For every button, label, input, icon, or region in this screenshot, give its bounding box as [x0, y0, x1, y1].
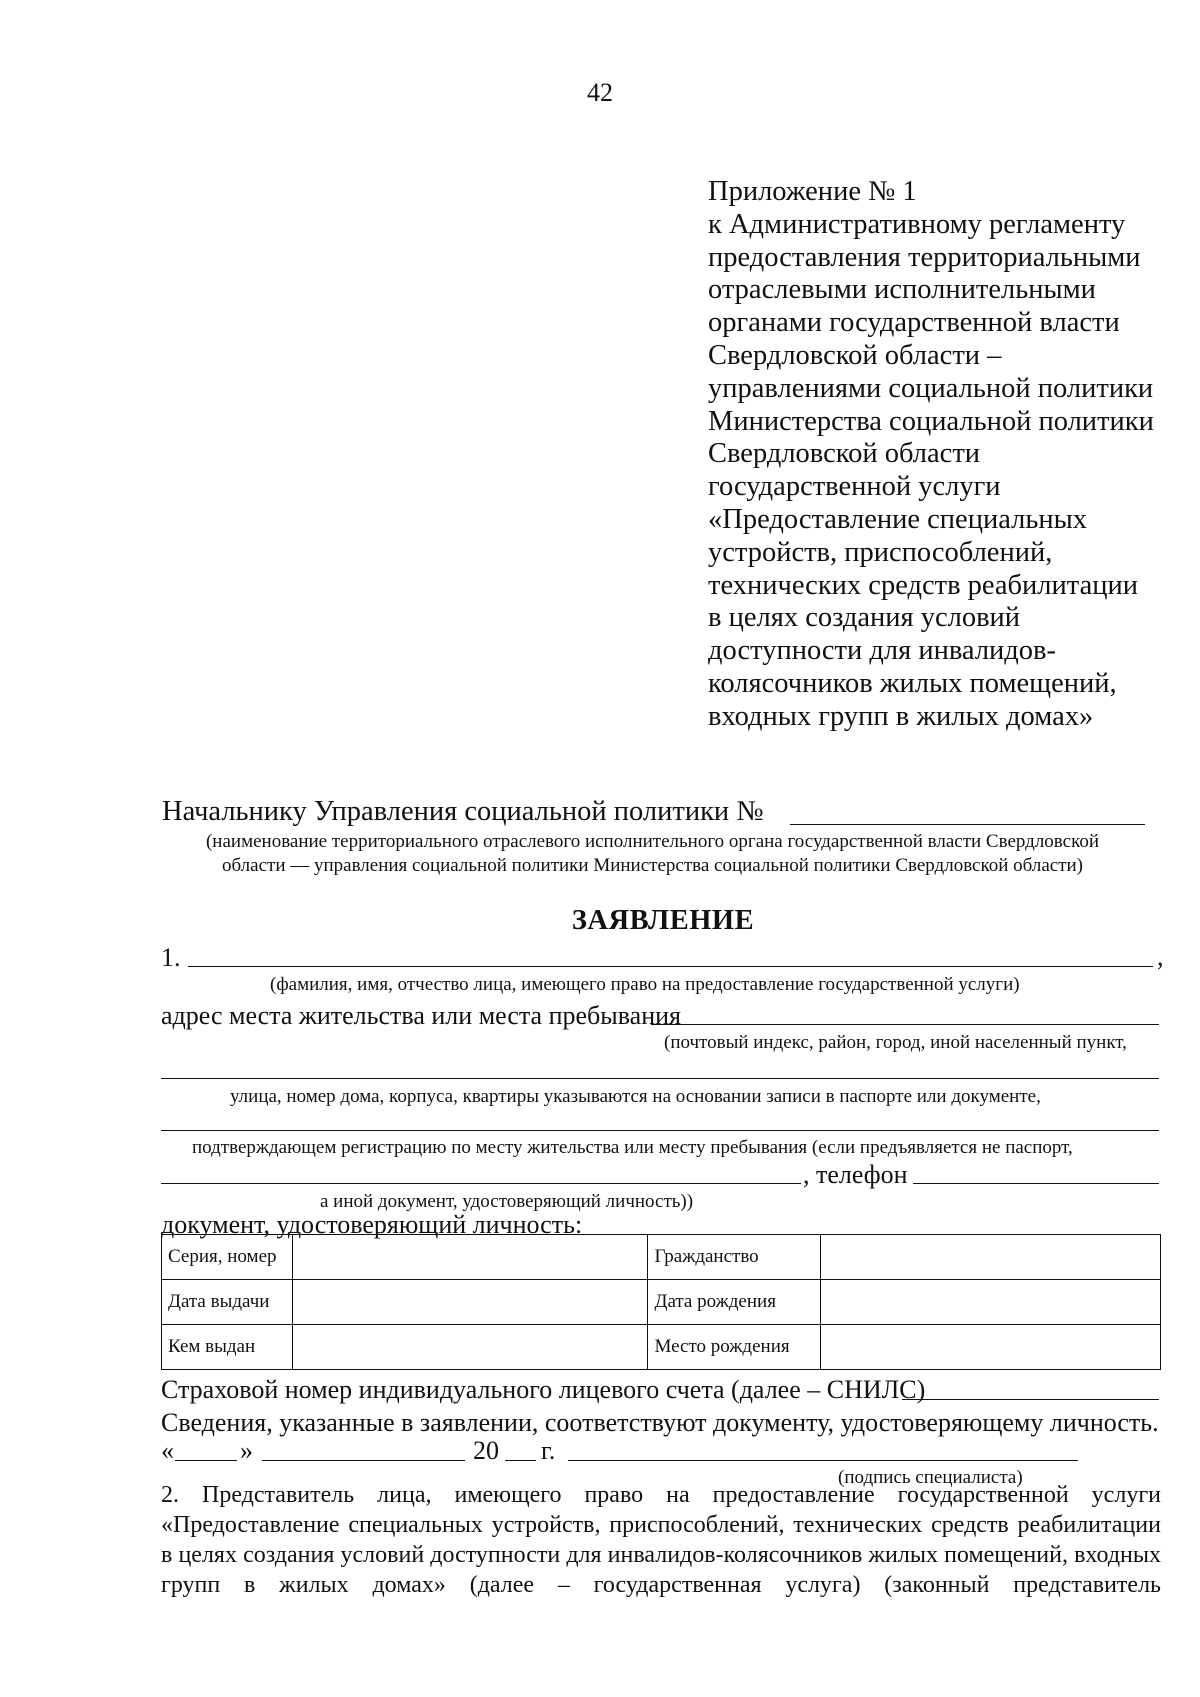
year-suffix: г.	[541, 1436, 556, 1465]
appendix-line: управлениями социальной политики	[708, 372, 1154, 404]
signature-hint: (подпись специалиста)	[838, 1467, 1023, 1488]
address-label: адрес места жительства или места пребывания	[161, 1001, 681, 1030]
table-row	[162, 1325, 1161, 1370]
id-document-label: документ, удостоверяющий личность:	[161, 1210, 583, 1239]
table-cell-label: Дата рождения	[648, 1280, 821, 1325]
appendix-header	[708, 176, 1188, 734]
appendix-line: входных групп в жилых домах»	[708, 700, 1094, 732]
table-row	[162, 1235, 1161, 1280]
section2-paragraph	[161, 1480, 1161, 1600]
month-field[interactable]	[262, 1460, 465, 1461]
address-field-2[interactable]	[161, 1078, 1159, 1079]
appendix-line: к Административному регламенту	[708, 208, 1126, 240]
citizenship-field[interactable]	[821, 1235, 1161, 1280]
appendix-line: государственной услуги	[708, 471, 1001, 503]
table-cell-label: Серия, номер	[162, 1235, 293, 1280]
appendix-line: Свердловской области	[708, 438, 981, 470]
phone-label: , телефон	[803, 1160, 908, 1189]
snils-field[interactable]	[902, 1399, 1159, 1400]
appendix-line: предоставления территориальными	[708, 241, 1141, 273]
table-cell-label: Дата выдачи	[162, 1280, 293, 1325]
document-title: ЗАЯВЛЕНИЕ	[571, 905, 755, 936]
appendix-line: отраслевыми исполнительными	[708, 274, 1096, 306]
appendix-line: органами государственной власти	[708, 307, 1120, 339]
address-hint-1: (почтовый индекс, район, город, иной населенный пункт,	[664, 1032, 1127, 1053]
addressee-label: Начальнику Управления социальной политики №	[162, 796, 764, 827]
date-open-quote: «	[161, 1436, 174, 1465]
year-prefix: 20	[473, 1436, 499, 1465]
appendix-line: устройств, приспособлений,	[708, 536, 1053, 568]
address-hint-4: а иной документ, удостоверяющий личность))	[320, 1191, 694, 1212]
series-number-field[interactable]	[292, 1235, 648, 1280]
addressee-hint-2: области — управления социальной политики Министерства социальной политики Свердловской области)	[221, 855, 1084, 876]
signature-field[interactable]	[568, 1460, 1078, 1461]
table-cell-label: Гражданство	[648, 1235, 821, 1280]
date-close-quote: »	[240, 1436, 253, 1465]
name-hint: (фамилия, имя, отчество лица, имеющего право на предоставление государственной услуги)	[270, 974, 1020, 995]
full-name-field[interactable]	[188, 966, 1153, 967]
appendix-line: Свердловской области –	[708, 339, 1002, 371]
appendix-line: колясочников жилых помещений,	[708, 667, 1117, 699]
birth-date-field[interactable]	[821, 1280, 1161, 1325]
section2-line: «Предоставление специальных устройств, приспособлений, технических средств реабилитации	[161, 1512, 1161, 1538]
table-row	[162, 1280, 1161, 1325]
confirmation-text: Сведения, указанные в заявлении, соответствуют документу, удостоверяющему личность.	[161, 1408, 1159, 1437]
year-field[interactable]	[505, 1460, 536, 1461]
appendix-line: «Предоставление специальных	[708, 503, 1087, 535]
day-field[interactable]	[175, 1460, 237, 1461]
birth-place-field[interactable]	[821, 1325, 1161, 1370]
section2-line: 2. Представитель лица, имеющего право на предоставление государственной услуги	[161, 1482, 1161, 1508]
address-field-1[interactable]	[651, 1024, 1159, 1025]
issue-date-field[interactable]	[292, 1280, 648, 1325]
section1-number: 1.	[161, 943, 181, 972]
appendix-line: в целях создания условий	[708, 602, 1021, 634]
address-hint-2: улица, номер дома, корпуса, квартиры указываются на основании записи в паспорте или документе,	[230, 1086, 1041, 1107]
address-hint-3: подтверждающем регистрацию по месту жительства или месту пребывания (если предъявляется не паспорт,	[192, 1137, 1073, 1158]
id-document-table	[161, 1234, 1161, 1370]
phone-field[interactable]	[913, 1183, 1159, 1184]
snils-label: Страховой номер индивидуального лицевого счета (далее – СНИЛС)	[161, 1375, 926, 1404]
address-field-3[interactable]	[161, 1130, 1159, 1131]
comma: ,	[1157, 942, 1164, 971]
appendix-line: технических средств реабилитации	[708, 569, 1138, 601]
appendix-line: Министерства социальной политики	[708, 405, 1154, 437]
section2-line: в целях создания условий доступности для инвалидов-колясочников жилых помещений, входных	[161, 1542, 1161, 1568]
appendix-line: доступности для инвалидов-	[708, 635, 1056, 667]
appendix-line: Приложение № 1	[708, 176, 917, 207]
table-cell-label: Место рождения	[648, 1325, 821, 1370]
addressee-hint-1: (наименование территориального отраслевого исполнительного органа государственной власти Свердловской	[205, 831, 1100, 852]
addressee-number-field[interactable]	[790, 824, 1145, 825]
table-cell-label: Кем выдан	[162, 1325, 293, 1370]
address-field-4[interactable]	[161, 1183, 801, 1184]
issued-by-field[interactable]	[292, 1325, 648, 1370]
section2-line: групп в жилых домах» (далее – государственная услуга) (законный представитель	[161, 1572, 1161, 1598]
page-number: 42	[587, 78, 613, 107]
